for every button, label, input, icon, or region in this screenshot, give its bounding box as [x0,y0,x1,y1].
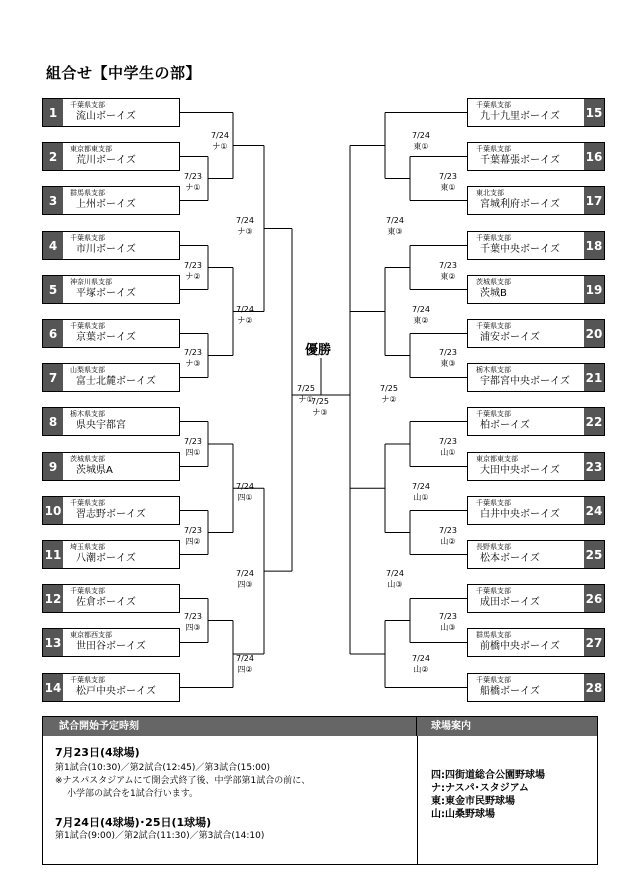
seed-number: 25 [584,541,604,568]
team-branch: 長野県支部 [476,543,511,551]
team-box [467,186,605,215]
game-date: 7/24 [412,654,430,663]
page-title: 組合せ【中学生の部】 [46,64,202,82]
team-branch: 千葉県支部 [476,101,511,109]
venue-item: 四:四街道総合公園野球場 [431,770,545,781]
game-date: 7/25 [297,384,315,393]
seed-number: 12 [43,585,63,612]
game-label [180,611,206,633]
game-label [232,481,258,503]
team-name: 白井中央ボーイズ [480,509,560,520]
game-venue: 四③ [237,580,253,589]
team-name: 平塚ボーイズ [76,288,136,299]
champion-label: 優勝 [305,343,332,358]
team-name: 大田中央ボーイズ [480,465,560,476]
game-label [435,171,461,193]
game-venue: ナ② [185,272,201,281]
team-name: 富士北麓ボーイズ [76,376,156,387]
team-branch: 千葉県支部 [476,322,511,330]
game-date: 7/24 [412,482,430,491]
team-branch: 千葉県支部 [476,587,511,595]
game-venue: 東③ [440,359,456,368]
seed-number: 19 [584,276,604,303]
game-label [408,653,434,675]
team-branch: 千葉県支部 [476,676,511,684]
game-date: 7/23 [184,261,202,270]
team-box [467,496,605,525]
seed-number: 23 [584,453,604,480]
game-date: 7/23 [184,612,202,621]
team-branch: 千葉県支部 [70,676,105,684]
game-date: 7/24 [386,216,404,225]
day2-times: 第1試合(9:00)／第2試合(11:30)／第3試合(14:10) [55,831,265,841]
game-label [382,215,408,237]
team-box [467,231,605,260]
game-venue: 山③ [387,580,403,589]
info-box [42,716,598,865]
game-label [207,130,233,152]
team-name: 宇都宮中央ボーイズ [480,376,570,387]
game-venue: ナ① [298,395,314,404]
schedule-header: 試合開始予定時刻 [43,717,417,736]
game-date: 7/23 [439,261,457,270]
team-name: 佐倉ボーイズ [76,597,136,608]
team-box [42,231,180,260]
team-name: 前橋中央ボーイズ [480,641,560,652]
seed-number: 24 [584,497,604,524]
game-date: 7/23 [439,526,457,535]
team-box [42,186,180,215]
game-date: 7/23 [184,348,202,357]
venue-item: ナ:ナスパ･スタジアム [431,783,529,794]
venue-item: 東:東金市民野球場 [431,796,515,807]
team-branch: 千葉県支部 [70,587,105,595]
game-date: 7/23 [439,437,457,446]
game-venue: ナ② [381,395,397,404]
team-name: 習志野ボーイズ [76,509,146,520]
team-box [467,142,605,171]
game-venue: ナ③ [237,227,253,236]
game-label [232,215,258,237]
team-box [42,363,180,392]
team-branch: 東京都東支部 [70,145,112,153]
game-date: 7/24 [236,216,254,225]
team-branch: 東北支部 [476,189,504,197]
seed-number: 8 [43,408,63,435]
team-name: 荒川ボーイズ [76,155,136,166]
game-label [408,481,434,503]
day2-title: 7月24日(4球場)･25日(1球場) [55,816,212,829]
team-branch: 茨城県支部 [70,455,105,463]
seed-number: 1 [43,99,63,126]
game-date: 7/24 [236,654,254,663]
game-label [435,436,461,458]
seed-number: 17 [584,187,604,214]
team-branch: 千葉県支部 [476,234,511,242]
game-label [232,568,258,590]
team-branch: 千葉県支部 [70,234,105,242]
game-label [376,383,402,405]
seed-number: 26 [584,585,604,612]
seed-number: 14 [43,674,63,701]
game-date: 7/23 [184,526,202,535]
game-date: 7/23 [439,172,457,181]
game-venue: 四① [237,493,253,502]
seed-number: 5 [43,276,63,303]
team-name: 九十九里ボーイズ [480,111,560,122]
game-label [435,611,461,633]
seed-number: 28 [584,674,604,701]
team-name: 市川ボーイズ [76,244,136,255]
team-branch: 群馬県支部 [476,631,511,639]
team-branch: 埼玉県支部 [70,543,105,551]
game-venue: ナ① [212,142,228,151]
game-label [307,396,333,418]
game-label [180,171,206,193]
game-label [382,568,408,590]
team-name: 上州ボーイズ [76,199,136,210]
game-venue: ナ② [237,316,253,325]
game-date: 7/23 [184,437,202,446]
game-date: 7/24 [412,305,430,314]
team-box [42,628,180,657]
game-label [180,260,206,282]
game-label [408,304,434,326]
team-box [467,319,605,348]
team-box [42,407,180,436]
game-date: 7/24 [211,131,229,140]
game-venue: 四③ [185,623,201,632]
game-label [180,525,206,547]
team-name: 成田ボーイズ [480,597,540,608]
game-venue: 四① [185,448,201,457]
seed-number: 11 [43,541,63,568]
game-venue: 東② [413,316,429,325]
team-box [42,673,180,702]
team-box [42,142,180,171]
day1-times: 第1試合(10:30)／第2試合(12:45)／第3試合(15:00) [55,763,271,773]
team-name: 茨城B [480,288,507,299]
game-venue: 山② [413,665,429,674]
game-date: 7/25 [311,397,329,406]
game-venue: 東① [440,183,456,192]
game-label [180,347,206,369]
team-branch: 千葉県支部 [476,499,511,507]
team-box [467,584,605,613]
team-box [42,275,180,304]
team-name: 京葉ボーイズ [76,332,136,343]
team-branch: 栃木県支部 [476,366,511,374]
seed-number: 6 [43,320,63,347]
team-branch: 千葉県支部 [70,499,105,507]
game-date: 7/23 [184,172,202,181]
team-name: 流山ボーイズ [76,111,136,122]
game-date: 7/23 [439,612,457,621]
game-venue: 山② [440,537,456,546]
team-box [467,275,605,304]
seed-number: 20 [584,320,604,347]
venue-list [431,769,545,821]
seed-number: 13 [43,629,63,656]
game-date: 7/23 [439,348,457,357]
team-name: 八潮ボーイズ [76,553,136,564]
seed-number: 3 [43,187,63,214]
team-branch: 神奈川県支部 [70,278,112,286]
game-date: 7/24 [386,569,404,578]
seed-number: 16 [584,143,604,170]
team-branch: 千葉県支部 [70,322,105,330]
team-name: 世田谷ボーイズ [76,641,146,652]
game-date: 7/24 [236,305,254,314]
team-branch: 千葉県支部 [476,145,511,153]
seed-number: 18 [584,232,604,259]
game-venue: ナ③ [185,359,201,368]
game-date: 7/24 [236,569,254,578]
team-branch: 東京都西支部 [70,631,112,639]
team-box [467,452,605,481]
game-label [435,260,461,282]
game-label [408,130,434,152]
game-venue: 山③ [440,623,456,632]
team-name: 茨城県A [76,465,113,476]
team-box [467,673,605,702]
team-branch: 東京都東支部 [476,455,518,463]
game-venue: 四② [185,537,201,546]
day1-note-2: 小学部の試合を1試合行います。 [67,789,199,799]
team-branch: 栃木県支部 [70,410,105,418]
venue-header: 球場案内 [417,717,597,736]
game-venue: 山① [413,493,429,502]
seed-number: 4 [43,232,63,259]
seed-number: 27 [584,629,604,656]
seed-number: 15 [584,99,604,126]
team-box [42,452,180,481]
game-venue: 四② [237,665,253,674]
game-label [435,347,461,369]
team-branch: 千葉県支部 [70,101,105,109]
day1-note-1: ※ナスパスタジアムにて開会式終了後、中学部第1試合の前に、 [55,776,311,786]
info-divider [417,736,418,864]
game-venue: 東② [440,272,456,281]
team-branch: 茨城県支部 [476,278,511,286]
team-box [42,584,180,613]
seed-number: 9 [43,453,63,480]
team-box [42,496,180,525]
team-name: 県央宇都宮 [76,420,126,431]
team-name: 千葉中央ボーイズ [480,244,560,255]
seed-number: 10 [43,497,63,524]
seed-number: 22 [584,408,604,435]
team-box [467,407,605,436]
team-name: 千葉幕張ボーイズ [480,155,560,166]
team-name: 松戸中央ボーイズ [76,686,156,697]
game-label [232,653,258,675]
seed-number: 7 [43,364,63,391]
game-date: 7/25 [380,384,398,393]
game-label [180,436,206,458]
venue-item: 山:山桑野球場 [431,809,495,820]
seed-number: 21 [584,364,604,391]
team-branch: 群馬県支部 [70,189,105,197]
team-name: 浦安ボーイズ [480,332,540,343]
game-venue: 山① [440,448,456,457]
team-name: 船橋ボーイズ [480,686,540,697]
team-box [42,319,180,348]
team-name: 宮城利府ボーイズ [480,199,560,210]
game-venue: ナ① [185,183,201,192]
team-box [467,363,605,392]
game-venue: 東③ [387,227,403,236]
team-box [467,628,605,657]
day1-title: 7月23日(4球場) [55,746,140,759]
game-venue: 東① [413,142,429,151]
team-branch: 千葉県支部 [476,410,511,418]
team-name: 松本ボーイズ [480,553,540,564]
team-box [42,540,180,569]
game-date: 7/24 [236,482,254,491]
team-box [42,98,180,127]
game-label [232,304,258,326]
team-branch: 山梨県支部 [70,366,105,374]
seed-number: 2 [43,143,63,170]
game-venue: ナ③ [312,408,328,417]
game-date: 7/24 [412,131,430,140]
team-name: 柏ボーイズ [480,420,530,431]
team-box [467,98,605,127]
game-label [435,525,461,547]
team-box [467,540,605,569]
